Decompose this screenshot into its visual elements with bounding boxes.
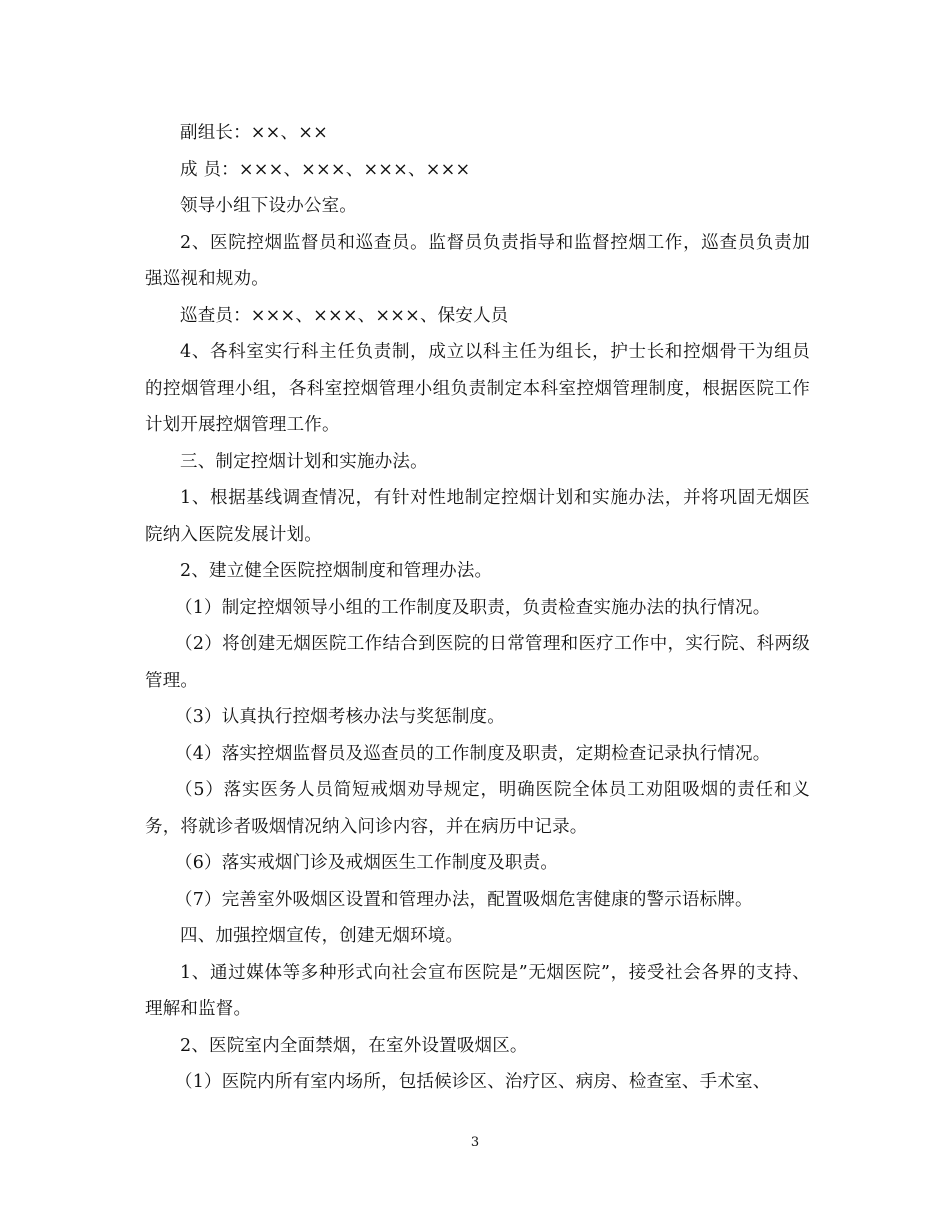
paragraph-supervisors: 2、医院控烟监督员和巡查员。监督员负责指导和监督控烟工作，巡查员负责加强巡视和规劝。 xyxy=(145,232,810,289)
section-heading-four: 四、加强控烟宣传，创建无烟环境。 xyxy=(180,926,464,946)
list-item-4: （4）落实控烟监督员及巡查员的工作制度及职责，定期检查记录执行情况。 xyxy=(175,743,771,764)
list-item-indoor-1: （1）医院内所有室内场所，包括候诊区、治疗区、病房、检查室、手术室、 xyxy=(175,1072,771,1092)
paragraph-plan: 1、根据基线调查情况，有针对性地制定控烟计划和实施办法，并将巩固无烟医院纳入医院发展计划。 xyxy=(145,488,810,545)
paragraph-office: 领导小组下设办公室。 xyxy=(180,196,357,216)
list-item-2: （2）将创建无烟医院工作结合到医院的日常管理和医疗工作中，实行院、科两级管理。 xyxy=(145,634,810,691)
paragraph-indoor-ban: 2、医院室内全面禁烟，在室外设置吸烟区。 xyxy=(180,1035,528,1056)
paragraph-members: 成 员：×××、×××、×××、××× xyxy=(180,159,471,180)
list-item-5: （5）落实医务人员简短戒烟劝导规定，明确医院全体员工劝阻吸烟的责任和义务，将就诊者吸烟情况纳入问诊内容，并在病历中记录。 xyxy=(145,780,810,837)
list-item-3: （3）认真执行控烟考核办法与奖惩制度。 xyxy=(175,707,505,727)
paragraph-media: 1、通过媒体等多种形式向社会宣布医院是”无烟医院”，接受社会各界的支持、理解和监督。 xyxy=(145,962,810,1019)
paragraph-deputy-leader: 副组长：××、×× xyxy=(180,123,328,143)
section-heading-three: 三、制定控烟计划和实施办法。 xyxy=(180,451,428,472)
list-item-7: （7）完善室外吸烟区设置和管理办法，配置吸烟危害健康的警示语标牌。 xyxy=(175,889,753,910)
paragraph-system-establish: 2、建立健全医院控烟制度和管理办法。 xyxy=(180,561,493,581)
paragraph-department-system: 4、各科室实行科主任负责制，成立以科主任为组长，护士长和控烟骨干为组员的控烟管理小组，各科室控烟管理小组负责制定本科室控烟管理制度，根据医院工作计划开展控烟管理工作。 xyxy=(145,342,810,435)
paragraph-inspectors: 巡查员：×××、×××、×××、保安人员 xyxy=(180,305,509,326)
page-number: 3 xyxy=(470,1135,480,1150)
document-body xyxy=(145,115,810,1101)
list-item-1: （1）制定控烟领导小组的工作制度及职责，负责检查实施办法的执行情况。 xyxy=(175,597,771,618)
list-item-6: （6）落实戒烟门诊及戒烟医生工作制度及职责。 xyxy=(175,853,559,873)
